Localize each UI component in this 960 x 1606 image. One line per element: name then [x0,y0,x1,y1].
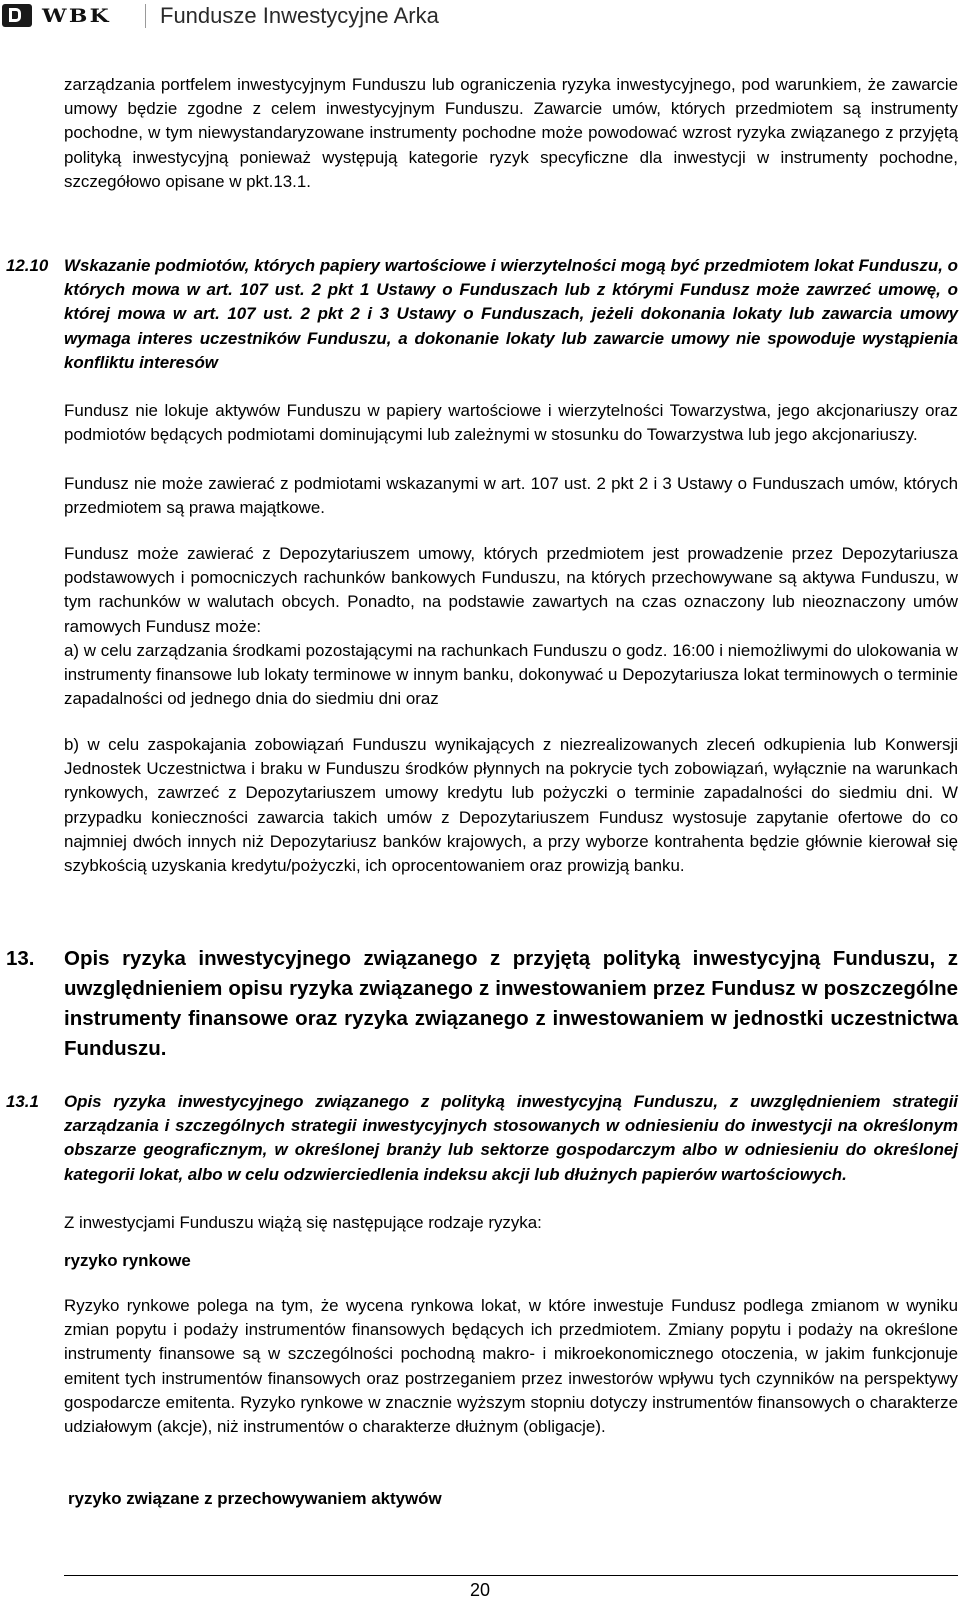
page-header [0,0,960,34]
section-13-title: Opis ryzyka inwestycyjnego związanego z przyjętą polityką inwestycyjną Funduszu, z uwzględnieniem opisu ryzyka związanego z inwestowaniem przez Fundusz w poszczególne instrumenty finansowe oraz ryzyka związanego z inwestowaniem w jednostki uczestnictwa Funduszu. [64,947,958,1060]
subheading-ryzyko-rynkowe: ryzyko rynkowe [64,1251,191,1270]
section-12-10-number: 12.10 [6,256,49,275]
paragraph-4b: b) w celu zaspokajania zobowiązań Funduszu wynikających z niezrealizowanych zleceń odkupienia lub Konwersji Jednostek Uczestnictwa i braku w Funduszu środków płynnych na pokrycie tych zobowiązań, wyłącznie na warunkach rynkowych, zawrzeć z Depozytariuszem umowy kredytu lub pożyczki o terminie zapadalności do siedmiu dni. W przypadku konieczności zawarcia takich umów z Depozytariuszem Fundusz wystosuje zapytanie ofertowe do co najmniej dwóch innych niż Depozytariusz banków krajowych, a przy wyborze kontrahenta będzie głównie kierował się szybkością uzyskania kredytu/pożyczki, ich oprocentowaniem oraz prowizją banku. [64,735,958,876]
paragraph-1: zarządzania portfelem inwestycyjnym Funduszu lub ograniczenia ryzyka inwestycyjnego, pod warunkiem, że zawarcie umowy będzie zgodne z celem inwestycyjnym Funduszu. Zawarcie umów, których przedmiotem są instrumenty pochodne, w tym niewystandaryzowane instrumenty pochodne może powodować wzrost ryzyka związanego z przyjętą polityką inwestycyjną ponieważ występują kategorie ryzyk specyficzne dla inwestycji w instrumenty pochodne, szczegółowo opisane w pkt.13.1. [64,75,958,191]
paragraph-2: Fundusz nie lokuje aktywów Funduszu w papiery wartościowe i wierzytelności Towarzystwa, jego akcjonariuszy oraz podmiotów będących podmiotami dominującymi lub zależnymi w stosunku do Towarzystwa lub jego akcjonariuszy. [64,401,958,445]
paragraph-3: Fundusz nie może zawierać z podmiotami wskazanymi w art. 107 ust. 2 pkt 2 i 3 Ustawy o Funduszach umów, których przedmiotem są prawa majątkowe. [64,474,958,518]
section-13-1 [6,1090,958,1187]
section-13 [6,944,958,1064]
bank-logo-icon [2,4,32,27]
section-13-1-number: 13.1 [6,1092,39,1111]
section-12-10 [6,254,958,375]
section-13-1-title: Opis ryzyka inwestycyjnego związanego z polityką inwestycyjną Funduszu, z uwzględnieniem strategii zarządzania i szczególnych strategii inwestycyjnych stosowanych w odniesieniu do inwestycji na określonym obszarze geograficznym, w określonej branży lub sektorze gospodarczym albo w odniesieniu do określonej kategorii lokat, albo w celu odzwierciedlenia indeksu akcji lub dłużnych papierów wartościowych. [64,1092,958,1184]
paragraph-4a: a) w celu zarządzania środkami pozostającymi na rachunkach Funduszu o godz. 16:00 i niemożliwymi do ulokowania w instrumenty finansowe lub lokaty terminowe w innym banku, dokonywać u Depozytariusza lokat terminowych o terminie zapadalności od jednego dnia do siedmiu dni oraz [64,641,958,709]
paragraph-4: Fundusz może zawierać z Depozytariuszem umowy, których przedmiotem jest prowadzenie przez Depozytariusza podstawowych i pomocniczych rachunków bankowych Funduszu, na których przechowywane są aktywa Funduszu, w tym rachunków w walutach obcych. Ponadto, na podstawie zawartych na czas oznaczony lub nieoznaczony umów ramowych Fundusz może: [64,544,958,636]
paragraph-6: Ryzyko rynkowe polega na tym, że wycena rynkowa lokat, w które inwestuje Fundusz podlega zmianom w wyniku zmian popytu i podaży instrumentów finansowych będących ich przedmiotem. Zmiany popytu i podaży na określone instrumenty finansowe są w szczególności pochodną makro- i mikroekonomicznego otoczenia, w jakim funkcjonuje emitent tych instrumentów finansowych oraz postrzeganiem przez inwestorów wpływu tych czynników na perspektywy gospodarcze emitenta. Ryzyko rynkowe w znacznie wyższym stopniu dotyczy instrumentów finansowych o charakterze udziałowym (akcje), niż instrumentów o charakterze dłużnym (obligacje). [64,1296,958,1437]
header-title: Fundusze Inwestycyjne Arka [160,3,439,28]
header-divider [145,4,146,28]
bank-logo-text: WBK [42,5,111,27]
page-number: 20 [469,1580,491,1600]
section-12-10-title: Wskazanie podmiotów, których papiery wartościowe i wierzytelności mogą być przedmiotem lokat Funduszu, o których mowa w art. 107 ust. 2 pkt 1 Ustawy o Funduszach lub z którymi Fundusz może zawrzeć umowę, o której mowa w art. 107 ust. 2 pkt 2 i 3 Ustawy o Funduszach, jeżeli dokonania lokaty lub zawarcia umowy wymaga interes uczestników Funduszu, a dokonanie lokaty lub zawarcie umowy nie spowoduje wystąpienia konfliktu interesów [64,256,958,372]
paragraph-5: Z inwestycjami Funduszu wiążą się następujące rodzaje ryzyka: [64,1213,542,1232]
section-13-number: 13. [6,947,35,970]
subheading-ryzyko-przechowywanie: ryzyko związane z przechowywaniem aktywów [68,1489,442,1508]
footer-divider [64,1575,958,1576]
